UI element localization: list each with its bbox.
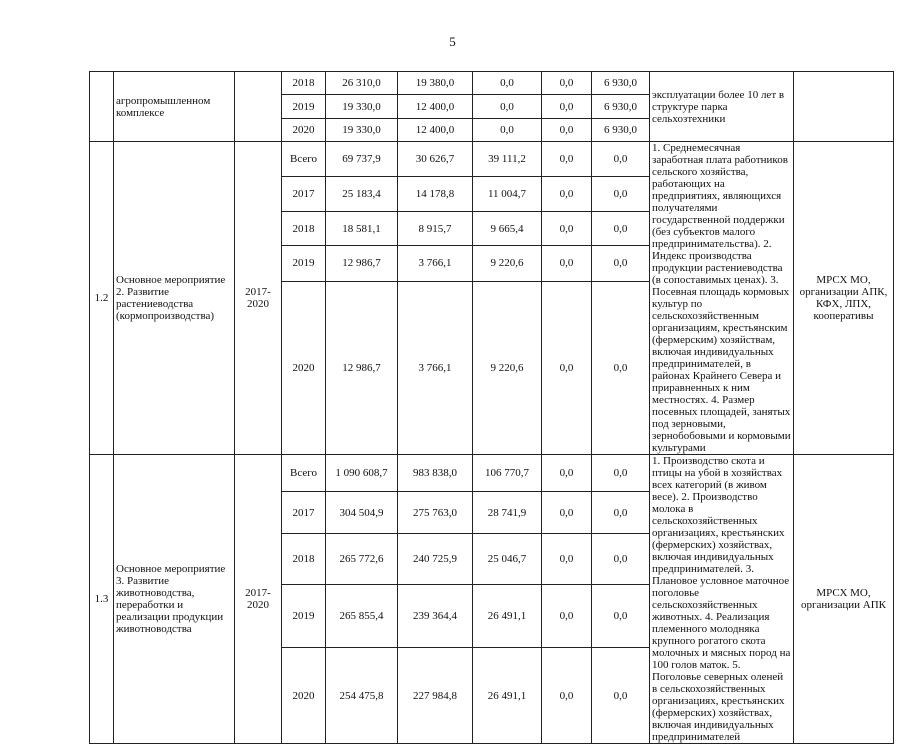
amount-cell: 26 491,1 xyxy=(473,585,542,648)
amount-cell: 8 915,7 xyxy=(398,212,473,246)
amount-cell: 0,0 xyxy=(592,142,650,177)
period-cell xyxy=(235,72,282,142)
amount-cell: 0,0 xyxy=(542,534,592,585)
amount-cell: 0,0 xyxy=(542,72,592,95)
indicators-cell: эксплуатации более 10 лет в структуре парка сельхозтехники xyxy=(650,72,794,142)
amount-cell: 12 986,7 xyxy=(326,281,398,454)
amount-cell: 0,0 xyxy=(592,246,650,281)
amount-cell: 265 855,4 xyxy=(326,585,398,648)
amount-cell: 0,0 xyxy=(542,648,592,744)
amount-cell: 0,0 xyxy=(542,491,592,533)
amount-cell: 9 665,4 xyxy=(473,212,542,246)
year-cell: 2020 xyxy=(282,281,326,454)
amount-cell: 18 581,1 xyxy=(326,212,398,246)
indicators-cell: 1. Среднемесячная заработная плата работников сельского хозяйства, работающих на предприятиях, являющихся получателями государственной поддержки (без субъектов малого предпринимательства). 2. Индекс производства продукции растениеводства (в сопоставимых ценах). 3. Посевная площадь кормовых культур по сельскохозяйственным организациям, крестьянским (фермерским) хозяйствам, включая индивидуальных предпринимателей, в районах Крайнего Севера и приравненных к ним местностях. 4. Размер посевных площадей, занятых под зерновыми, зернобобовыми и кормовыми культурами xyxy=(650,142,794,455)
amount-cell: 11 004,7 xyxy=(473,177,542,212)
amount-cell: 0,0 xyxy=(592,585,650,648)
amount-cell: 0,0 xyxy=(592,177,650,212)
period-cell: 2017-2020 xyxy=(235,142,282,455)
year-cell: 2020 xyxy=(282,648,326,744)
amount-cell: 0,0 xyxy=(592,281,650,454)
amount-cell: 227 984,8 xyxy=(398,648,473,744)
measure-name-cell: Основное мероприятие 2. Развитие растениеводства (кормопроизводства) xyxy=(114,142,235,455)
amount-cell: 6 930,0 xyxy=(592,72,650,95)
amount-cell: 0,0 xyxy=(592,491,650,533)
year-cell: Всего xyxy=(282,455,326,492)
amount-cell: 240 725,9 xyxy=(398,534,473,585)
year-cell: 2020 xyxy=(282,119,326,142)
table-row xyxy=(90,72,894,95)
amount-cell: 0,0 xyxy=(473,72,542,95)
amount-cell: 0,0 xyxy=(542,177,592,212)
amount-cell: 25 046,7 xyxy=(473,534,542,585)
amount-cell: 69 737,9 xyxy=(326,142,398,177)
table-row xyxy=(90,455,894,492)
amount-cell: 983 838,0 xyxy=(398,455,473,492)
amount-cell: 1 090 608,7 xyxy=(326,455,398,492)
year-cell: 2017 xyxy=(282,177,326,212)
period-cell: 2017-2020 xyxy=(235,455,282,744)
amount-cell: 265 772,6 xyxy=(326,534,398,585)
amount-cell: 0,0 xyxy=(542,585,592,648)
amount-cell: 0,0 xyxy=(542,119,592,142)
amount-cell: 12 400,0 xyxy=(398,119,473,142)
measure-name-cell: Основное мероприятие 3. Развитие животноводства, переработки и реализации продукции животноводства xyxy=(114,455,235,744)
amount-cell: 6 930,0 xyxy=(592,95,650,119)
year-cell: Всего xyxy=(282,142,326,177)
amount-cell: 0,0 xyxy=(473,119,542,142)
amount-cell: 0,0 xyxy=(592,648,650,744)
amount-cell: 3 766,1 xyxy=(398,281,473,454)
program-table xyxy=(89,71,894,744)
amount-cell: 28 741,9 xyxy=(473,491,542,533)
responsible-cell: МРСХ МО, организации АПК, КФХ, ЛПХ, кооперативы xyxy=(794,142,894,455)
amount-cell: 0,0 xyxy=(592,534,650,585)
amount-cell: 12 986,7 xyxy=(326,246,398,281)
amount-cell: 0,0 xyxy=(542,246,592,281)
amount-cell: 12 400,0 xyxy=(398,95,473,119)
amount-cell: 25 183,4 xyxy=(326,177,398,212)
amount-cell: 26 491,1 xyxy=(473,648,542,744)
year-cell: 2019 xyxy=(282,585,326,648)
amount-cell: 9 220,6 xyxy=(473,246,542,281)
amount-cell: 0,0 xyxy=(542,212,592,246)
responsible-cell xyxy=(794,72,894,142)
amount-cell: 304 504,9 xyxy=(326,491,398,533)
item-number-cell xyxy=(90,72,114,142)
amount-cell: 30 626,7 xyxy=(398,142,473,177)
amount-cell: 19 380,0 xyxy=(398,72,473,95)
amount-cell: 39 111,2 xyxy=(473,142,542,177)
indicators-cell: 1. Производство скота и птицы на убой в хозяйствах всех категорий (в живом весе). 2. Производство молока в сельскохозяйственных организациях, крестьянских (фермерских) хозяйствах, включая индивидуальных предпринимателей. 3. Плановое условное маточное поголовье сельскохозяйственных животных. 4. Реализация племенного молодняка крупного рогатого скота молочных и мясных пород на 100 голов маток. 5. Поголовье северных оленей в сельскохозяйственных организациях, крестьянских (фермерских) хозяйствах, включая индивидуальных предпринимателей xyxy=(650,455,794,744)
page-number: 5 xyxy=(449,34,456,49)
item-number-cell: 1.2 xyxy=(90,142,114,455)
amount-cell: 19 330,0 xyxy=(326,95,398,119)
amount-cell: 0,0 xyxy=(592,455,650,492)
year-cell: 2019 xyxy=(282,246,326,281)
amount-cell: 26 310,0 xyxy=(326,72,398,95)
amount-cell: 0,0 xyxy=(542,281,592,454)
amount-cell: 254 475,8 xyxy=(326,648,398,744)
year-cell: 2018 xyxy=(282,72,326,95)
amount-cell: 0,0 xyxy=(542,142,592,177)
amount-cell: 106 770,7 xyxy=(473,455,542,492)
amount-cell: 3 766,1 xyxy=(398,246,473,281)
responsible-cell: МРСХ МО, организации АПК xyxy=(794,455,894,744)
amount-cell: 0,0 xyxy=(542,95,592,119)
year-cell: 2018 xyxy=(282,534,326,585)
amount-cell: 14 178,8 xyxy=(398,177,473,212)
amount-cell: 239 364,4 xyxy=(398,585,473,648)
amount-cell: 0,0 xyxy=(473,95,542,119)
amount-cell: 275 763,0 xyxy=(398,491,473,533)
year-cell: 2019 xyxy=(282,95,326,119)
year-cell: 2017 xyxy=(282,491,326,533)
amount-cell: 0,0 xyxy=(592,212,650,246)
amount-cell: 6 930,0 xyxy=(592,119,650,142)
table-row xyxy=(90,142,894,177)
amount-cell: 19 330,0 xyxy=(326,119,398,142)
amount-cell: 0,0 xyxy=(542,455,592,492)
measure-name-cell: агропромышленном комплексе xyxy=(114,72,235,142)
amount-cell: 9 220,6 xyxy=(473,281,542,454)
year-cell: 2018 xyxy=(282,212,326,246)
item-number-cell: 1.3 xyxy=(90,455,114,744)
